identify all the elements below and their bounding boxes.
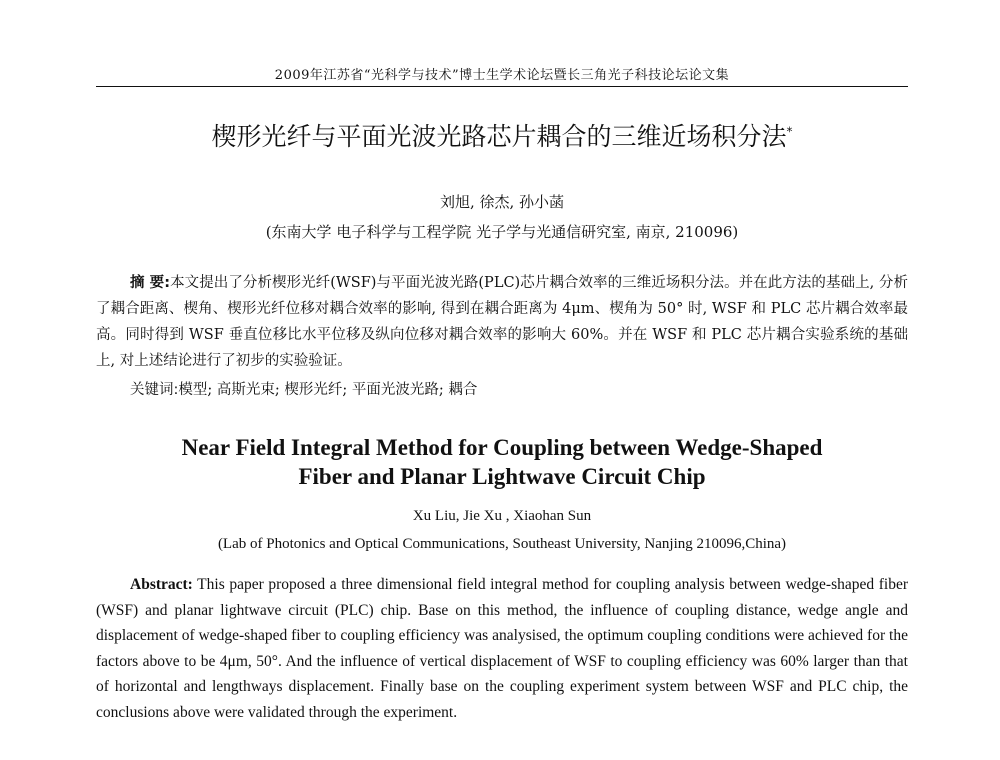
chinese-authors: 刘旭, 徐杰, 孙小菡 [439,193,565,211]
header-rule [96,86,908,87]
english-title [96,433,908,491]
running-head: 2009年江苏省“光科学与技术”博士生学术论坛暨长三角光子科技论坛论文集 [274,68,730,83]
chinese-abstract-label: 摘 要: [130,275,171,291]
english-abstract [96,572,908,725]
english-authors: Xu Liu, Jie Xu , Xiaohan Sun [412,508,592,524]
chinese-keywords-text: 模型; 高斯光束; 楔形光纤; 平面光波光路; 耦合 [178,382,478,398]
chinese-title [96,117,908,153]
chinese-abstract [96,270,908,374]
english-title-line-1: Near Field Integral Method for Coupling between Wedge-Shaped [181,435,823,460]
english-abstract-label: Abstract: [130,576,193,593]
chinese-affiliation: (东南大学 电子科学与工程学院 光子学与光通信研究室, 南京, 210096) [265,223,739,241]
chinese-abstract-text: 本文提出了分析楔形光纤(WSF)与平面光波光路(PLC)芯片耦合效率的三维近场积分法。并在此方法的基础上, 分析了耦合距离、楔角、楔形光纤位移对耦合效率的影响, 得到在耦合距离为 4μm、楔角为 50° 时, WSF 和 PLC 芯片耦合效率最高。同时得到 WSF 垂直位移比水平位移及纵向位移对耦合效率的影响大 60%。并在 WSF 和 PLC 芯片耦合实验系统的基础上, 对上述结论进行了初步的实验验证。 [96,275,908,369]
english-abstract-text: This paper proposed a three dimensional field integral method for coupling analysis between wedge-shaped fiber (WSF) and planar lightwave circuit (PLC) chip. Base on this method, the influence of coupling distance, wedge angle and displacement of wedge-shaped fiber to coupling efficiency was analysised, the optimum coupling conditions were achieved for the factors above to be 4μm, 50°. And the influence of vertical displacement of WSF to coupling efficiency was 60% larger than that of horizontal and lengthways displacement. Finally base on the coupling experiment system between WSF and PLC chip, the conclusions above were validated through the experiment. [96,576,908,721]
title-footnote-mark: * [786,124,793,139]
chinese-keywords-label: 关键词: [130,382,179,398]
english-title-line-2: Fiber and Planar Lightwave Circuit Chip [298,464,706,489]
english-affiliation: (Lab of Photonics and Optical Communications, Southeast University, Nanjing 210096,China) [217,536,787,552]
chinese-keywords [96,378,908,399]
chinese-title-text: 楔形光纤与平面光波光路芯片耦合的三维近场积分法 [211,122,787,151]
